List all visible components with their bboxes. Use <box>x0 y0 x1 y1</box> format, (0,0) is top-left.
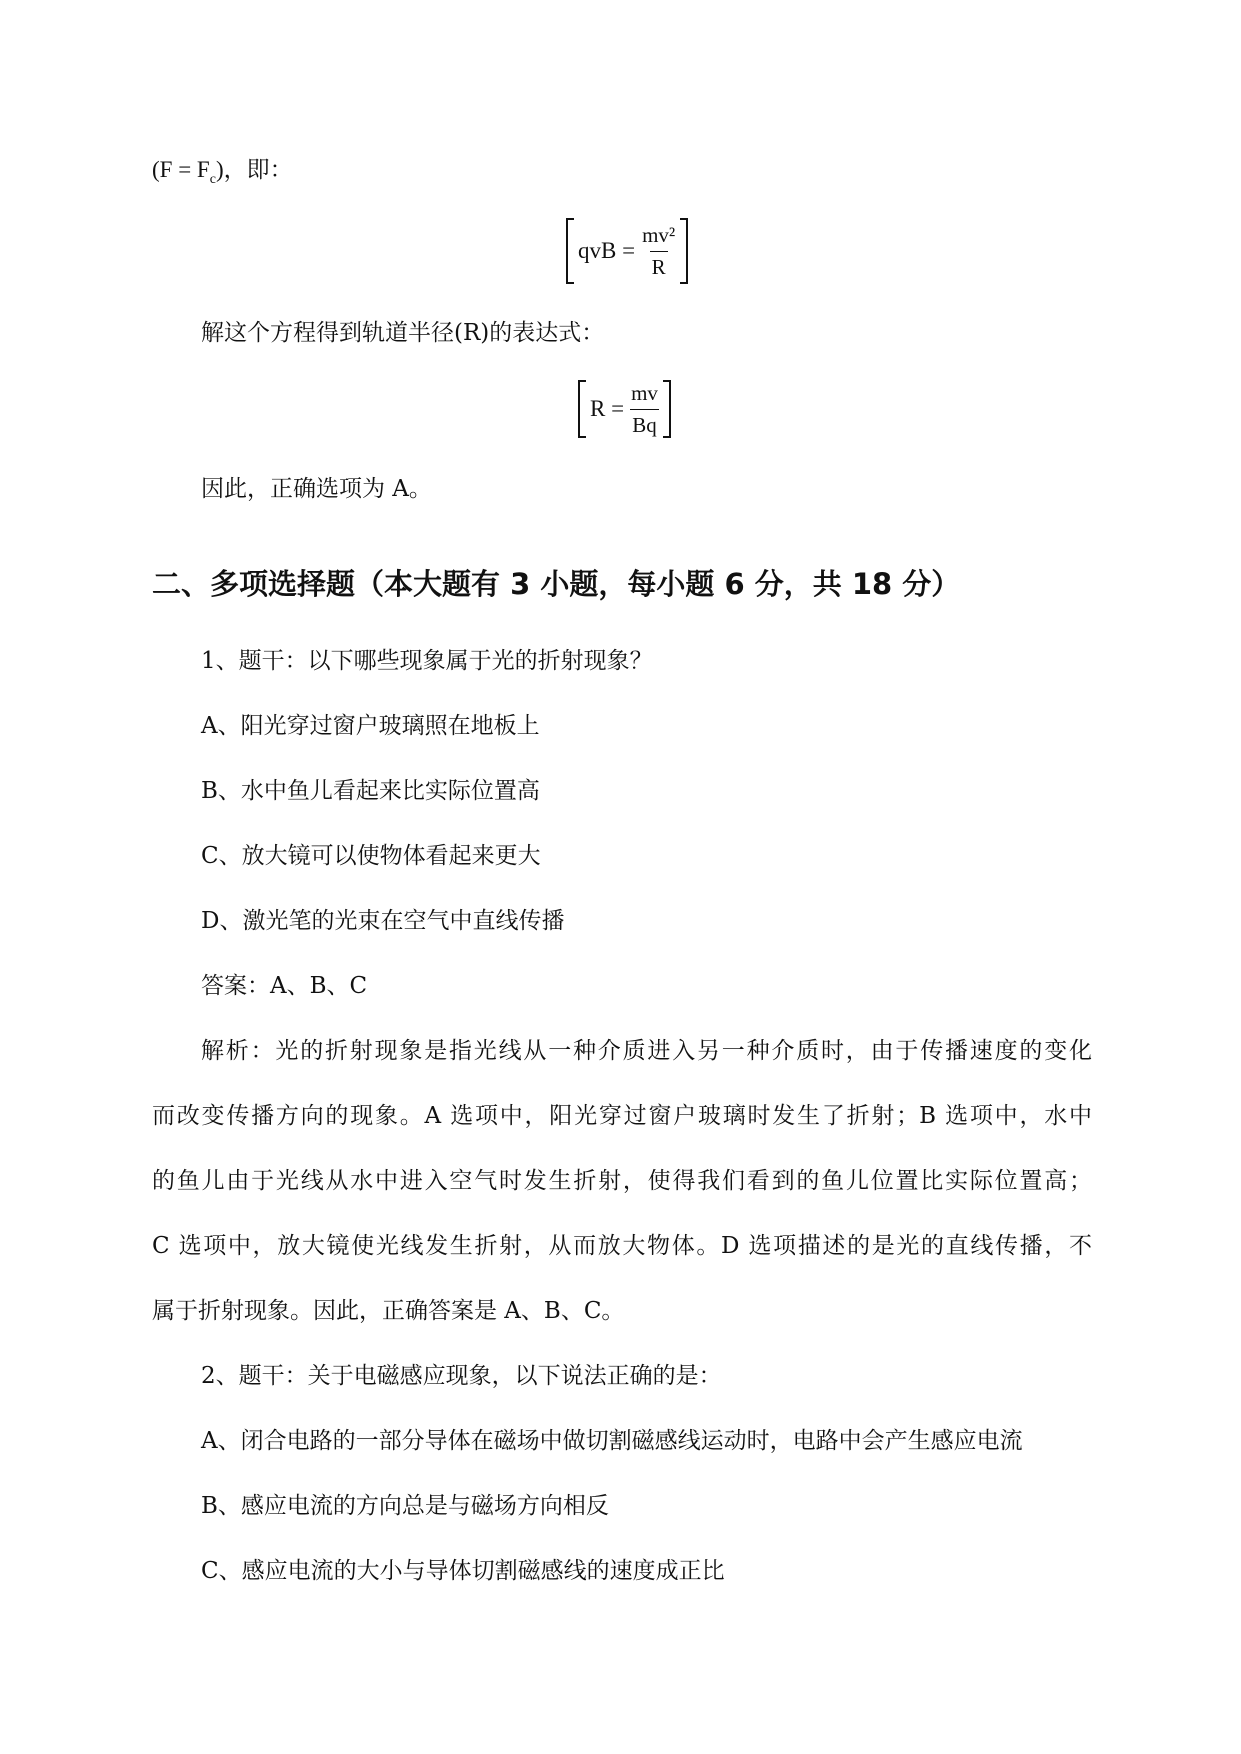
left-bracket <box>566 218 574 284</box>
eq2-numerator: mv <box>631 380 658 405</box>
force-suffix: ，即： <box>223 157 293 183</box>
q1-stem: 1、题干：以下哪些现象属于光的折射现象？ <box>201 648 653 674</box>
eq2-fraction <box>629 381 660 438</box>
q1-analysis-line: 解析：光的折射现象是指光线从一种介质进入另一种介质时，由于传播速度的变化 <box>201 1038 1092 1064</box>
force-balance-line <box>152 158 293 187</box>
q2-stem: 2、题干：关于电磁感应现象，以下说法正确的是： <box>201 1363 722 1389</box>
q1-answer: 答案：A、B、C <box>201 973 368 999</box>
force-close-paren: ) <box>215 157 224 182</box>
force-subscript: c <box>209 172 216 187</box>
eq1-denominator: R <box>650 251 668 280</box>
conclusion-text: 因此，正确选项为 A。 <box>201 476 432 502</box>
q1-option-c: C、放大镜可以使物体看起来更大 <box>201 843 541 869</box>
q2-option-a: A、闭合电路的一部分导体在磁场中做切割磁感线运动时，电路中会产生感应电流 <box>201 1428 1023 1454</box>
section-heading: 二、多项选择题（本大题有 3 小题，每小题 6 分，共 18 分） <box>152 567 961 601</box>
eq2-denominator: Bq <box>630 409 659 438</box>
equation-lorentz-centripetal <box>566 218 688 284</box>
q1-analysis-line: C 选项中，放大镜使光线发生折射，从而放大物体。D 选项描述的是光的直线传播，不 <box>152 1233 1092 1259</box>
q1-analysis-line: 的鱼儿由于光线从水中进入空气时发生折射，使得我们看到的鱼儿位置比实际位置高； <box>152 1168 1092 1194</box>
right-bracket <box>663 380 671 438</box>
left-bracket <box>578 380 586 438</box>
eq1-numerator: mv² <box>642 222 676 247</box>
q1-analysis-line: 而改变传播方向的现象。A 选项中，阳光穿过窗户玻璃时发生了折射；B 选项中，水中 <box>152 1103 1092 1129</box>
q1-option-a: A、阳光穿过窗户玻璃照在地板上 <box>201 713 540 739</box>
eq1-fraction <box>640 223 677 280</box>
q1-option-d: D、激光笔的光束在空气中直线传播 <box>201 908 565 934</box>
right-bracket <box>680 218 688 284</box>
eq2-left: R = <box>590 396 625 421</box>
solve-text: 解这个方程得到轨道半径(R)的表达式： <box>201 320 605 346</box>
eq1-left: qvB = <box>578 238 636 263</box>
equation-radius <box>578 380 671 438</box>
q2-option-b: B、感应电流的方向总是与磁场方向相反 <box>201 1493 609 1519</box>
force-equation: (F = F <box>152 157 210 182</box>
q2-option-c: C、感应电流的大小与导体切割磁感线的速度成正比 <box>201 1558 725 1584</box>
q1-option-b: B、水中鱼儿看起来比实际位置高 <box>201 778 540 804</box>
q1-analysis-line: 属于折射现象。因此，正确答案是 A、B、C。 <box>152 1298 625 1324</box>
